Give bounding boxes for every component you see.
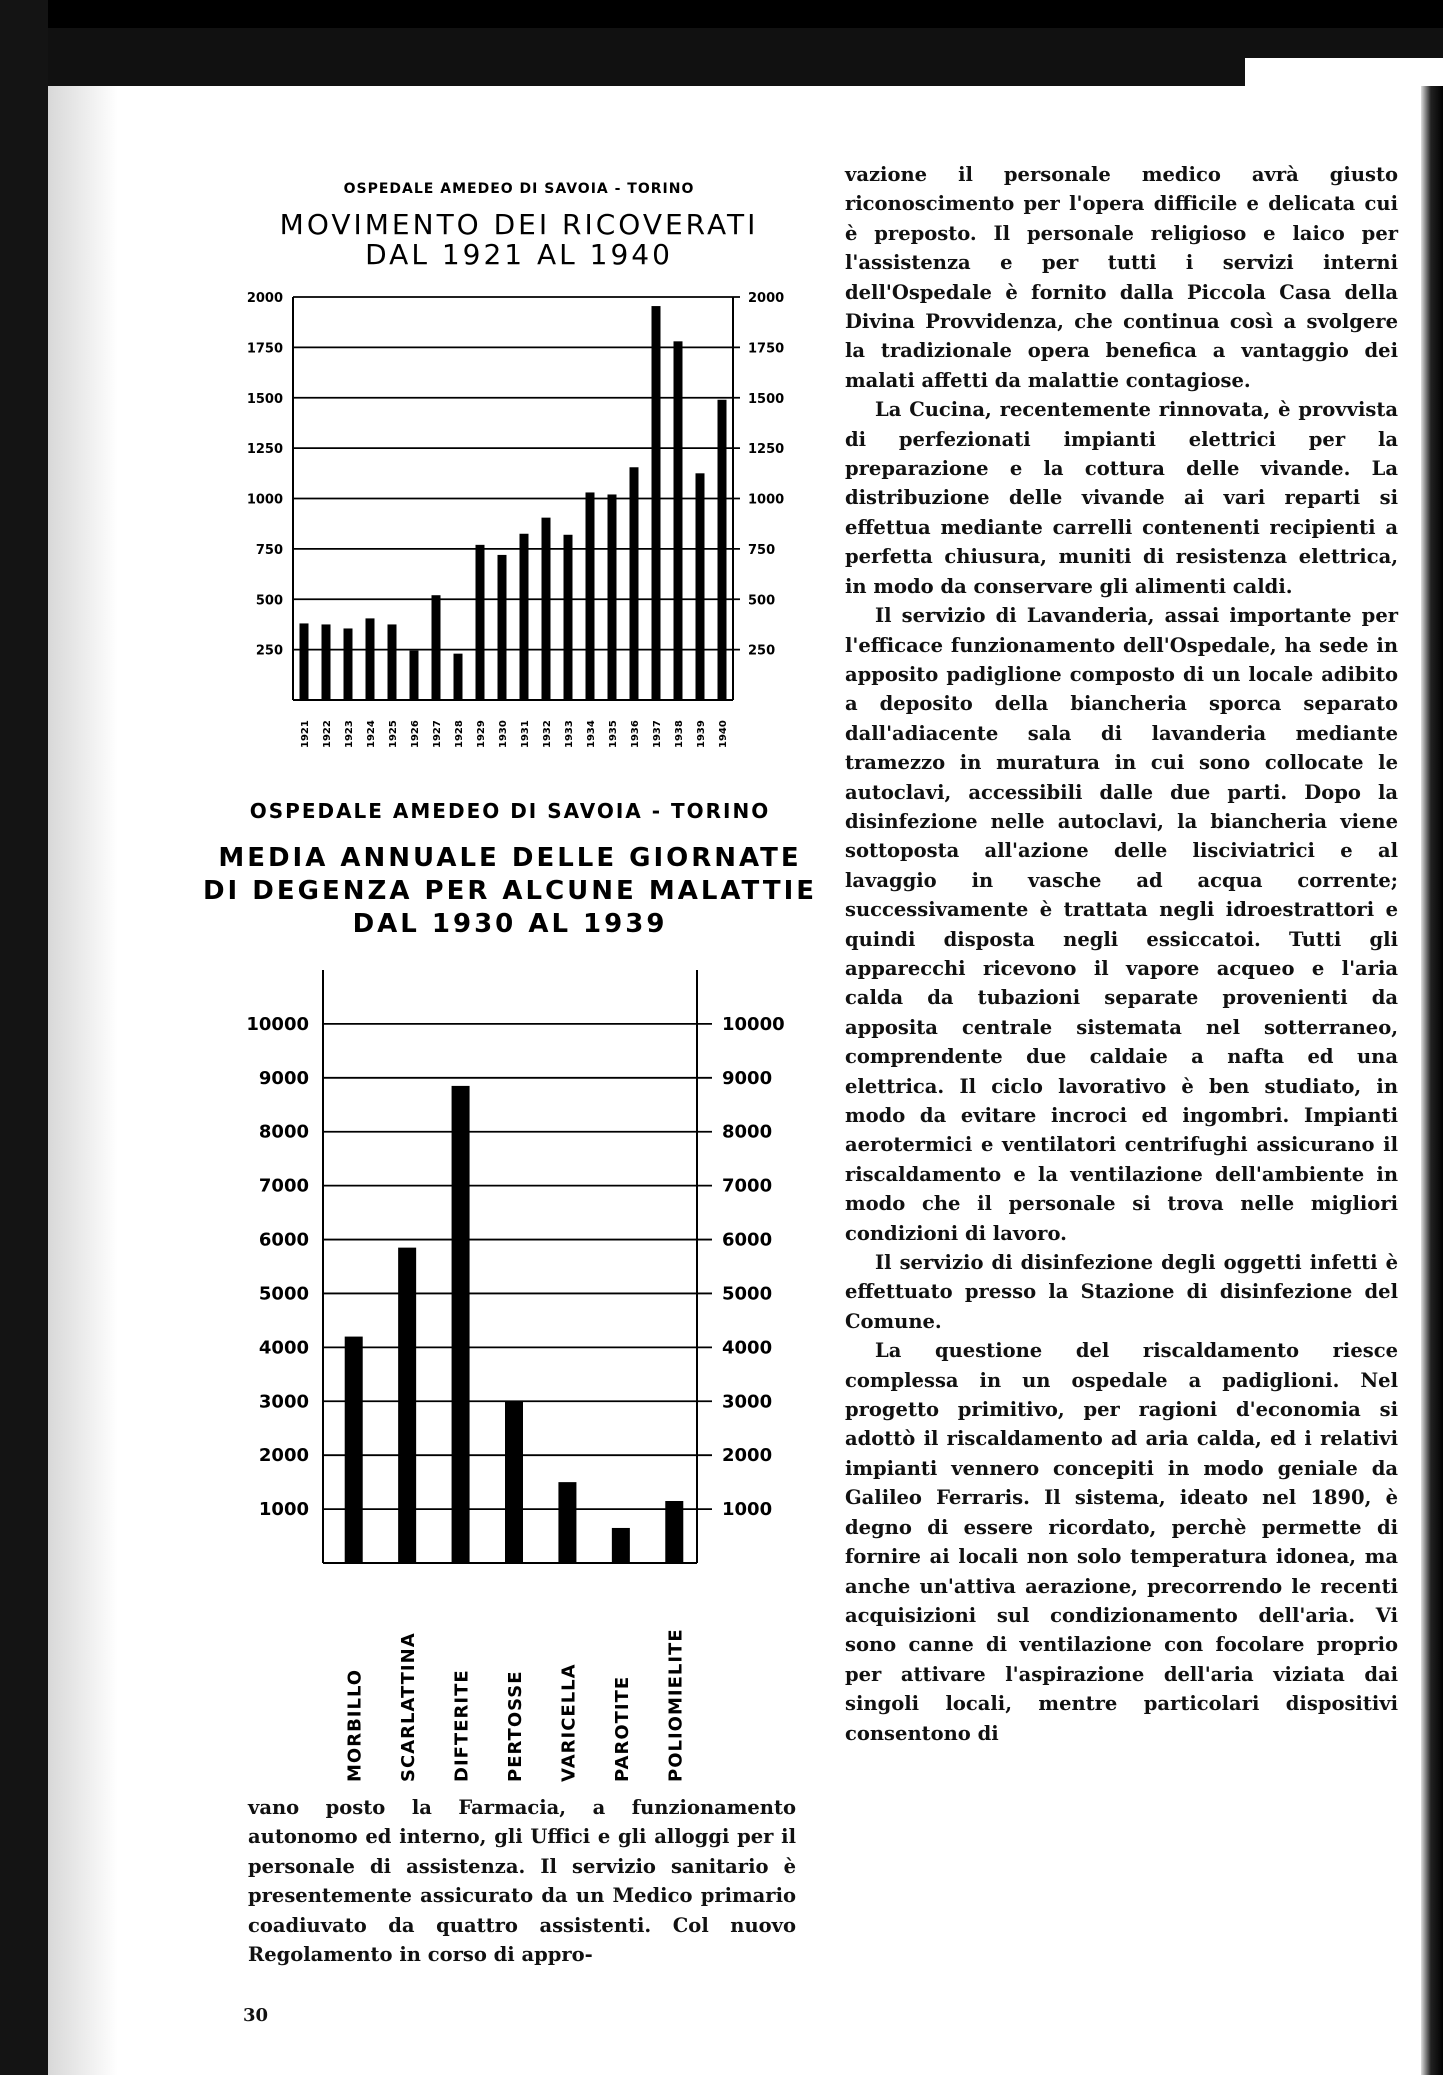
chart1-xtick: 1940 xyxy=(718,720,729,748)
chart1-bar xyxy=(410,651,419,700)
chart1-xtick: 1922 xyxy=(322,720,333,748)
chart1-bar xyxy=(542,518,551,700)
chart1-grid xyxy=(293,297,740,700)
chart1-x-labels xyxy=(300,720,729,748)
chart2-ytick-left: 3000 xyxy=(258,1391,309,1413)
chart2-title-line1: MEDIA ANNUALE DELLE GIORNATE xyxy=(218,843,802,873)
chart1-ytick-right: 2000 xyxy=(748,291,785,306)
paragraph: Il servizio di Lavanderia, assai importante per l'efficace funzionamento dell'Ospedale, ha sede in apposito padiglione composto di un locale adibito a deposito della biancheria sporca separato dall'adiacente sala di lavanderia mediante tramezzo in muratura in cui sono collocate le autoclavi, accessibili dalle due parti. Dopo la disinfezione nelle autoclavi, la biancheria viene sottoposta all'azione delle lisciviatrici e al lavaggio in vasche ad acqua corrente; successivamente è trattata negli idroestrattori e quindi disposta negli essiccatoi. Tutti gli apparecchi ricevono il vapore acqueo e l'aria calda da tubazioni separate provenienti da apposita centrale sistemata nel sotterraneo, comprendente due caldaie a nafta ed una elettrica. Il ciclo lavorativo è ben studiato, in modo da evitare incroci ed ingombri. Impianti aerotermici e ventilatori centrifughi assicurano il riscaldamento e la ventilazione dell'ambiente in modo che il personale si trova nelle migliori condizioni di lavoro. xyxy=(845,604,1398,1245)
chart2-ytick-left: 10000 xyxy=(246,1013,309,1035)
chart1-ytick-right: 750 xyxy=(748,542,776,558)
paragraph: La Cucina, recentemente rinnovata, è provvista di perfezionati impianti elettrici per la preparazione e la cottura delle vivande. La distribuzione delle vivande ai vari reparti si effettua mediante carrelli contenenti recipienti a perfetta chiusura, muniti di resistenza elettrica, in modo da conservare gli alimenti caldi. xyxy=(845,398,1398,598)
chart2-bar xyxy=(558,1482,576,1563)
chart2-ytick-right: 1000 xyxy=(722,1499,773,1521)
chart1-xtick: 1936 xyxy=(630,720,641,748)
chart2-ytick-left: 5000 xyxy=(258,1283,309,1305)
chart2-ytick-right: 8000 xyxy=(722,1121,773,1143)
chart2-ytick-left: 9000 xyxy=(258,1067,309,1089)
chart2-ytick-left: 8000 xyxy=(258,1121,309,1143)
chart1-bar xyxy=(388,624,397,700)
chart1-ytick-right: 1500 xyxy=(748,391,785,407)
chart1-title-line1: MOVIMENTO DEI RICOVERATI xyxy=(279,208,759,241)
chart2-bar xyxy=(398,1248,416,1563)
chart1-ytick-left: 1000 xyxy=(246,492,283,508)
chart1-xtick: 1929 xyxy=(476,720,487,748)
chart1-xtick: 1930 xyxy=(498,720,509,748)
chart1-xtick: 1928 xyxy=(454,720,465,748)
chart1-ytick-left: 1750 xyxy=(246,341,283,357)
chart1-bar xyxy=(454,654,463,700)
chart1-bar xyxy=(652,306,661,700)
chart1-xtick: 1933 xyxy=(564,720,575,748)
chart1-bar xyxy=(630,467,639,700)
chart2-ytick-left: 7000 xyxy=(258,1175,309,1197)
page-number: 30 xyxy=(243,2005,269,2026)
chart2-bar xyxy=(452,1086,470,1563)
chart1-bar xyxy=(366,618,375,700)
chart2-xtick: POLIOMIELITE xyxy=(665,1628,687,1782)
chart1-xtick: 1931 xyxy=(520,720,531,748)
chart1-xtick: 1926 xyxy=(410,720,421,748)
chart-hospital-days xyxy=(203,799,817,1782)
paragraph: vazione il personale medico avrà giusto riconoscimento per l'opera difficile e delicata cui è preposto. Il personale religioso e laico per l'assistenza e per tutti i servizi interni dell'Ospedale è fornito dalla Piccola Casa della Divina Provvidenza, che continua così a svolgere la tradizionale opera benefica a vantaggio dei malati affetti da malattie contagiose. xyxy=(845,163,1398,392)
chart1-xtick: 1927 xyxy=(432,720,443,748)
paragraph: La questione del riscaldamento riesce complessa in un ospedale a padiglioni. Nel progetto primitivo, per ragioni d'economia si adottò il riscaldamento ad aria calda, ed i relativi impianti vennero concepiti in modo geniale da Galileo Ferraris. Il sistema, ideato nel 1890, è degno di essere ricordato, perchè permette di fornire ai locali non solo temperatura idonea, ma anche un'attiva aerazione, precorrendo le recenti acquisizioni sul condizionamento dell'aria. Vi sono canne di ventilazione con focolare proprio per attivare l'aspirazione dell'aria viziata dai singoli locali, mentre particolari dispositivi consentono di xyxy=(845,1339,1398,1745)
chart1-ytick-left: 1250 xyxy=(246,442,283,458)
chart1-ytick-left: 250 xyxy=(255,643,283,659)
chart1-xtick: 1921 xyxy=(300,720,311,748)
chart2-org-title: OSPEDALE AMEDEO DI SAVOIA - TORINO xyxy=(249,799,771,823)
chart2-ytick-right: 6000 xyxy=(722,1229,773,1251)
chart2-ytick-left: 6000 xyxy=(258,1229,309,1251)
chart1-bar xyxy=(674,341,683,700)
chart2-ytick-right: 9000 xyxy=(722,1067,773,1089)
chart2-bars xyxy=(345,1086,684,1563)
chart2-ytick-left: 4000 xyxy=(258,1337,309,1359)
chart1-xtick: 1923 xyxy=(344,720,355,748)
paragraph: vano posto la Farmacia, a funzionamento autonomo ed interno, gli Uffici e gli alloggi per il personale di assistenza. Il servizio sanitario è presentemente assicurato da un Medico primario coadiuvato da quattro assistenti. Col nuovo Regolamento in corso di appro- xyxy=(248,1796,796,1967)
chart2-xtick: MORBILLO xyxy=(344,1668,366,1782)
chart1-ytick-right: 1750 xyxy=(748,341,785,357)
chart2-xtick: VARICELLA xyxy=(558,1663,580,1782)
chart1-bar xyxy=(432,595,441,700)
chart2-ytick-right: 4000 xyxy=(722,1337,773,1359)
chart2-ytick-right: 3000 xyxy=(722,1391,773,1413)
chart1-bar xyxy=(520,534,529,700)
chart2-title-line2: DI DEGENZA PER ALCUNE MALATTIE xyxy=(202,876,818,906)
chart1-org-title: OSPEDALE AMEDEO DI SAVOIA - TORINO xyxy=(343,181,695,197)
chart1-bar xyxy=(696,473,705,700)
chart1-bar xyxy=(344,628,353,700)
chart2-ytick-right: 10000 xyxy=(722,1013,785,1035)
chart1-ytick-left: 1500 xyxy=(246,391,283,407)
chart1-xtick: 1938 xyxy=(674,720,685,748)
chart1-ytick-right: 1000 xyxy=(748,492,785,508)
chart1-ytick-right: 1250 xyxy=(748,442,785,458)
chart1-ytick-left: 2000 xyxy=(246,291,283,306)
chart1-bars xyxy=(300,306,727,700)
chart1-xtick: 1925 xyxy=(388,720,399,748)
paragraph: Il servizio di disinfezione degli oggetti infetti è effettuato presso la Stazione di disinfezione del Comune. xyxy=(845,1251,1398,1333)
chart1-bar xyxy=(564,535,573,700)
chart1-bar xyxy=(476,545,485,700)
chart2-ytick-right: 2000 xyxy=(722,1445,773,1467)
chart1-xtick: 1924 xyxy=(366,720,377,748)
left-column-text xyxy=(248,1793,796,1969)
chart-admissions xyxy=(247,181,784,748)
chart1-title-line2: DAL 1921 AL 1940 xyxy=(365,238,673,271)
chart1-xtick: 1939 xyxy=(696,720,707,748)
chart1-xtick: 1937 xyxy=(652,720,663,748)
chart2-ytick-right: 7000 xyxy=(722,1175,773,1197)
chart1-ytick-right: 500 xyxy=(748,593,776,609)
chart1-bar xyxy=(718,400,727,700)
chart1-ytick-left: 500 xyxy=(255,593,283,609)
chart1-bar xyxy=(608,494,617,700)
chart2-xtick: SCARLATTINA xyxy=(398,1632,420,1782)
chart1-bar xyxy=(498,555,507,700)
chart1-ytick-right: 250 xyxy=(748,643,776,659)
chart2-bar xyxy=(665,1501,683,1563)
chart1-bar xyxy=(586,492,595,700)
chart1-bar xyxy=(300,623,309,700)
chart2-title-line3: DAL 1930 AL 1939 xyxy=(352,909,668,939)
chart2-bar xyxy=(505,1401,523,1563)
chart1-xtick: 1932 xyxy=(542,720,553,748)
chart2-ytick-right: 5000 xyxy=(722,1283,773,1305)
chart2-bar xyxy=(612,1528,630,1563)
chart2-ytick-left: 2000 xyxy=(258,1445,309,1467)
chart1-xtick: 1935 xyxy=(608,720,619,748)
chart2-xtick: DIFTERITE xyxy=(451,1669,473,1782)
chart1-xtick: 1934 xyxy=(586,720,597,748)
chart1-ytick-left: 750 xyxy=(255,542,283,558)
right-column-text xyxy=(845,160,1398,1748)
chart2-xtick: PERTOSSE xyxy=(505,1670,526,1782)
chart2-ytick-left: 1000 xyxy=(258,1499,309,1521)
chart2-bar xyxy=(345,1337,363,1563)
chart2-x-labels xyxy=(345,1628,687,1782)
chart2-xtick: PAROTITE xyxy=(611,1675,633,1782)
chart1-bar xyxy=(322,624,331,700)
